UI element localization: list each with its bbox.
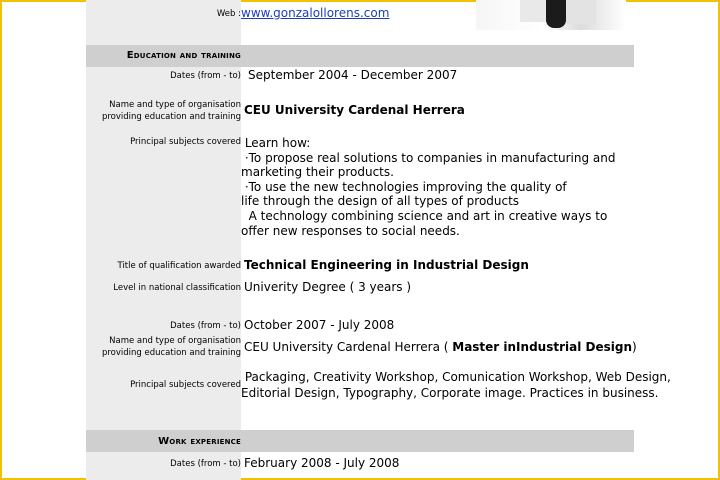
edu2-subjects-label: Principal subjects covered: [130, 380, 241, 390]
edu2-dates-label: Dates (from - to): [170, 321, 241, 331]
edu1-subjects-line: marketing their products.: [241, 165, 394, 180]
edu1-org-label-line2: providing education and training: [101, 112, 241, 122]
education-section-title: Education and training: [126, 50, 241, 61]
edu1-qualification: Technical Engineering in Industrial Design: [244, 258, 529, 272]
edu2-subjects-line: Editorial Design, Typography, Corporate image. Practices in business.: [241, 385, 659, 400]
web-link[interactable]: www.gonzalollorens.com: [241, 6, 390, 20]
edu1-subjects-label: Principal subjects covered: [130, 137, 241, 147]
edu2-subjects: [241, 370, 671, 401]
edu1-subjects-line: ·To propose real solutions to companies in manufacturing and: [241, 150, 616, 165]
work1-dates: February 2008 - July 2008: [244, 456, 400, 470]
web-label: Web :: [216, 9, 241, 19]
edu2-org-prefix: CEU University Cardenal Herrera (: [244, 340, 453, 354]
edu1-qualification-label: Title of qualification awarded: [117, 261, 241, 271]
edu1-subjects-line: ·To use the new technologies improving the quality of: [241, 179, 567, 194]
edu2-org-suffix: ): [632, 340, 637, 354]
edu2-subjects-line: Packaging, Creativity Workshop, Comunication Workshop, Web Design,: [241, 370, 671, 384]
edu1-level-label: Level in national classification: [113, 283, 241, 293]
edu1-subjects-line: offer new responses to social needs.: [241, 223, 460, 238]
edu1-org-label-line1: Name and type of organisation: [109, 100, 241, 110]
edu1-subjects-line: life through the design of all types of products: [241, 194, 520, 209]
work-section-title: Work experience: [158, 436, 241, 447]
edu2-org-degree: Master inIndustrial Design: [452, 340, 632, 354]
edu1-dates-label: Dates (from - to): [170, 71, 241, 81]
edu1-subjects-line: A technology combining science and art in creative ways to: [241, 208, 608, 223]
web-link-row: [241, 6, 636, 21]
work1-dates-label: Dates (from - to): [170, 459, 241, 469]
edu2-org-label-line2: providing education and training: [101, 348, 241, 358]
edu1-subjects-line: Learn how:: [241, 136, 311, 150]
edu1-level: Univerity Degree ( 3 years ): [244, 280, 412, 294]
edu2-org-label-line1: Name and type of organisation: [109, 336, 241, 346]
edu1-org: CEU University Cardenal Herrera: [244, 103, 465, 117]
edu2-dates: October 2007 - July 2008: [244, 318, 395, 332]
edu2-org: [244, 340, 639, 355]
edu1-subjects: [241, 136, 636, 238]
edu1-dates: September 2004 - December 2007: [248, 68, 458, 82]
